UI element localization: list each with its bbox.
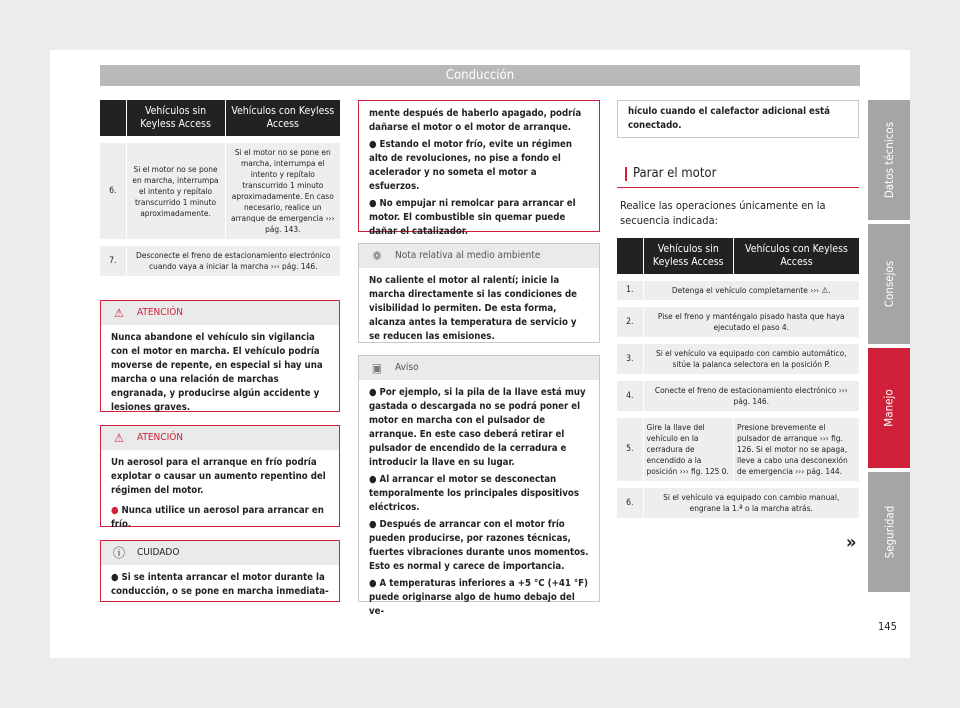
stop-table-wrap — [617, 238, 859, 518]
caution-bullet: Si se intenta arrancar el motor durante la conducción, o se pone en marcha inmediata- — [111, 572, 329, 597]
bullet-icon: ● — [111, 505, 122, 516]
row-number: 2. — [617, 304, 643, 341]
col-header: Vehículos sin Keyless Access — [643, 238, 734, 278]
note-box-continued — [617, 100, 859, 138]
warning-bullet: Nunca utilice un aerosol para arrancar en frío. — [111, 505, 324, 530]
warning-icon: ⚠ — [114, 431, 124, 445]
row-number: 5. — [617, 415, 643, 485]
note-box — [358, 355, 600, 617]
warning-header — [101, 301, 339, 325]
caution-title: CUIDADO — [137, 547, 180, 558]
table-cell: Desconecte el freno de estacionamiento electrónico cuando vaya a iniciar la marcha ››› pág. 146. — [126, 243, 340, 277]
table-row — [617, 304, 859, 341]
table-cell: Detenga el vehículo completamente ››› ⚠. — [643, 278, 859, 304]
tab-label: Consejos — [882, 260, 896, 308]
caution-box — [100, 540, 340, 602]
warning-text: Un aerosol para el arranque en frío podría explotar o causar un aumento repentino del régimen del motor. — [111, 457, 326, 496]
bullet-icon: ● — [369, 578, 380, 589]
warning-text: Nunca abandone el vehículo sin vigilancia con el motor en marcha. El vehículo podría moverse de repente, en especial si hay una marcha o una relación de marchas engranada, y producirse algún accidente y lesiones graves. — [111, 332, 323, 413]
table-cell: Gire la llave del vehículo en la cerradura de encendido a la posición ››› fig. 125 0. — [643, 415, 734, 485]
table-row — [617, 278, 859, 304]
tab-label: Seguridad — [882, 505, 897, 559]
caution-bullet: No empujar ni remolcar para arrancar el motor. El combustible sin quemar puede dañar el catalizador. — [369, 198, 576, 237]
tab-datos-tecnicos[interactable] — [868, 100, 910, 220]
row-number: 3. — [617, 341, 643, 378]
table-row — [100, 140, 340, 243]
table-cell: Conecte el freno de estacionamiento electrónico ››› pág. 146. — [643, 378, 859, 415]
bullet-icon: ● — [369, 139, 380, 150]
tab-label: Datos técnicos — [882, 121, 897, 199]
note-bullet: Al arrancar el motor se desconectan temporalmente los principales dispositivos eléctricos. — [369, 474, 579, 513]
caution-bullet: Estando el motor frío, evite un régimen alto de revoluciones, no pise a fondo el acelerador y no someta el motor a esfuerzos. — [369, 139, 572, 192]
page-number: 145 — [878, 620, 897, 633]
page-title: Conducción — [100, 65, 860, 86]
table-row — [617, 415, 859, 485]
stop-table — [617, 238, 859, 518]
warning-title: ATENCIÓN — [137, 307, 184, 318]
note-text: hículo cuando el calefactor adicional está conectado. — [628, 106, 830, 131]
continue-arrow-icon: » — [846, 532, 857, 553]
warning-box — [100, 300, 340, 412]
tab-label: Manejo — [882, 389, 896, 427]
section-intro: Realice las operaciones únicamente en la secuencia indicada: — [620, 199, 826, 227]
table-row — [617, 485, 859, 519]
caution-box-continued — [358, 100, 600, 237]
row-number: 6. — [617, 485, 643, 519]
tab-consejos[interactable] — [868, 224, 910, 344]
note-bullet: Después de arrancar con el motor frío pueden producirse, por razones técnicas, fuertes vibraciones durante unos momentos. Esto es normal y carece de importancia. — [369, 519, 589, 572]
table-cell: Si el vehículo va equipado con cambio automático, sitúe la palanca selectora en la posición P. — [643, 341, 859, 378]
note-title: Aviso — [395, 362, 419, 373]
environment-text: No caliente el motor al ralentí; inicie la marcha directamente si las condiciones de visibilidad lo permiten. De esta forma, alcanza antes la temperatura de servicio y se reducen las emisiones. — [369, 275, 577, 342]
tab-manejo[interactable] — [868, 348, 910, 468]
section-title: Parar el motor — [633, 166, 717, 181]
environment-header — [359, 244, 599, 268]
table-cell: Presione brevemente el pulsador de arranque ››› fig. 126. Si el motor no se apaga, lleve a cabo una desconexión de emergencia ››› pág. 144. — [734, 415, 860, 485]
table-row — [100, 243, 340, 277]
bullet-icon: ● — [369, 387, 380, 398]
bullet-icon: ● — [369, 198, 380, 209]
warning-header — [101, 426, 339, 450]
leaf-icon: ❁ — [372, 249, 382, 263]
bullet-icon: ● — [111, 572, 122, 583]
note-icon: ▣ — [371, 361, 383, 375]
start-table — [100, 100, 340, 276]
col-header: Vehículos con Keyless Access — [734, 238, 860, 278]
info-circle-icon: ⓘ — [112, 546, 125, 560]
heading-marker — [625, 167, 627, 181]
caution-text: mente después de haberlo apagado, podría dañarse el motor o el motor de arranque. — [369, 108, 582, 133]
warning-title: ATENCIÓN — [137, 432, 184, 443]
environment-title: Nota relativa al medio ambiente — [395, 250, 541, 261]
caution-header — [101, 541, 339, 565]
row-number: 6. — [100, 140, 126, 243]
table-cell: Si el motor no se pone en marcha, interrumpa el intento y repítalo transcurrido 1 minuto aproximadamente. En caso necesario, realice un arranque de emergencia ››› pág. 143. — [225, 140, 340, 243]
warning-icon: ⚠ — [114, 306, 124, 320]
bullet-icon: ● — [369, 474, 380, 485]
note-bullet: Por ejemplo, si la pila de la llave está muy gastada o descargada no se podrá poner el motor en marcha con el pulsador de arranque. En este caso deberá retirar el pulsador de encendido de la cerradura e introducir la llave en su lugar. — [369, 387, 586, 468]
row-number: 7. — [100, 243, 126, 277]
col-header: Vehículos con Keyless Access — [225, 100, 340, 140]
note-header — [359, 356, 599, 380]
table-row — [617, 341, 859, 378]
tab-seguridad[interactable] — [868, 472, 910, 592]
warning-box-2 — [100, 425, 340, 530]
row-number: 1. — [617, 278, 643, 304]
table-cell: Pise el freno y manténgalo pisado hasta que haya ejecutado el paso 4. — [643, 304, 859, 341]
note-bullet: A temperaturas inferiores a +5 °C (+41 °F) puede originarse algo de humo debajo del ve- — [369, 578, 588, 617]
table-cell: Si el vehículo va equipado con cambio manual, engrane la 1.ª o la marcha atrás. — [643, 485, 859, 519]
column-1 — [100, 100, 340, 276]
bullet-icon: ● — [369, 519, 380, 530]
table-row — [617, 378, 859, 415]
environment-note — [358, 243, 600, 343]
table-cell: Si el motor no se pone en marcha, interrumpa el intento y repítalo transcurrido 1 minuto aproximadamente. — [126, 140, 225, 243]
col-header: Vehículos sin Keyless Access — [126, 100, 225, 140]
row-number: 4. — [617, 378, 643, 415]
section-heading — [617, 162, 859, 188]
